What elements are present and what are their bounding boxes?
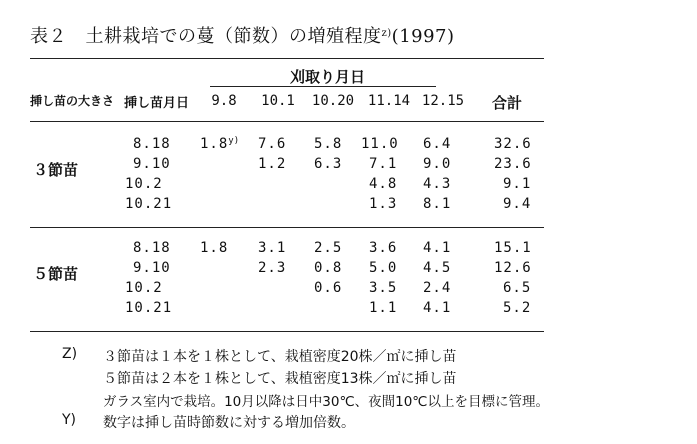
- title-text: 表２ 土耕栽培での蔓（節数）の増殖程度: [30, 26, 382, 47]
- total-cell: 15.1: [494, 240, 532, 256]
- value-cell: 1.3: [369, 196, 398, 212]
- cut-date-header: 10.20: [311, 93, 355, 109]
- value-cell: 1.8: [200, 240, 229, 256]
- planting-date: 10.21: [125, 196, 173, 212]
- total-cell: 9.4: [503, 196, 532, 212]
- planting-date: 9.10: [133, 156, 171, 172]
- value-cell: 6.4: [423, 136, 452, 152]
- total-cell: 6.5: [503, 280, 532, 296]
- table-row: [0, 196, 697, 214]
- value-cell: 4.5: [423, 260, 452, 276]
- value-cell: 4.1: [423, 240, 452, 256]
- table-row: [0, 260, 697, 278]
- value-cell: 1.8$^{y)}$: [200, 136, 240, 152]
- table-row: [0, 156, 697, 174]
- footnote-marker: y): [228, 136, 240, 146]
- group-label: ５節苗: [33, 265, 79, 283]
- planting-date: 10.2: [125, 280, 163, 296]
- planting-date: 10.21: [125, 300, 173, 316]
- footnote-z-line: ガラス室内で栽培。10月以降は日中30℃、夜間10℃以上を目標に管理。: [103, 394, 549, 410]
- total-cell: 9.1: [503, 176, 532, 192]
- value-cell: 0.8: [314, 260, 343, 276]
- value-cell: 3.5: [369, 280, 398, 296]
- total-column-header: 合計: [492, 94, 523, 112]
- table-row: [0, 280, 697, 298]
- value-cell: 1.2: [258, 156, 287, 172]
- planting-date: 9.10: [133, 260, 171, 276]
- title-footnote-marker: z): [381, 28, 392, 39]
- header-rule: [30, 121, 544, 122]
- total-cell: 12.6: [494, 260, 532, 276]
- value-cell: 5.0: [369, 260, 398, 276]
- title-year: (1997): [391, 26, 455, 47]
- table-row: [0, 300, 697, 318]
- total-cell: 32.6: [494, 136, 532, 152]
- table-title: [30, 22, 455, 48]
- value-cell: 11.0: [361, 136, 399, 152]
- cut-date-group-header: 刈取り月日: [290, 68, 366, 86]
- value-cell: 3.6: [369, 240, 398, 256]
- table-row: [0, 136, 697, 154]
- value-cell: 8.1: [423, 196, 452, 212]
- value-cell: 2.3: [258, 260, 287, 276]
- table-row: [0, 176, 697, 194]
- footnote-z-line: ３節苗は１本を１株として、栽植密度20株／㎡に挿し苗: [103, 349, 457, 365]
- total-cell: 23.6: [494, 156, 532, 172]
- footnote-z-marker: Z): [62, 346, 78, 362]
- planting-date: 8.18: [133, 240, 171, 256]
- value-cell: 0.6: [314, 280, 343, 296]
- value-cell: 5.8: [314, 136, 343, 152]
- cut-date-header: 9.8: [211, 93, 237, 109]
- value-cell: 3.1: [258, 240, 287, 256]
- value-cell: 7.6: [258, 136, 287, 152]
- size-column-header: 挿し苗の大きさ: [30, 94, 115, 108]
- value-cell: 6.3: [314, 156, 343, 172]
- footnote-y-marker: Y): [62, 412, 77, 428]
- table-row: [0, 240, 697, 258]
- date-column-header: 挿し苗月日: [124, 96, 190, 111]
- cut-date-underline: [210, 86, 436, 87]
- footnote-z-line: ５節苗は２本を１株として、栽植密度13株／㎡に挿し苗: [103, 371, 457, 387]
- cut-date-header: 11.14: [367, 93, 411, 109]
- footnote-y-line: 数字は挿し苗時節数に対する増加倍数。: [103, 415, 355, 431]
- value-cell: 4.8: [369, 176, 398, 192]
- group-label: ３節苗: [33, 161, 79, 179]
- value-cell: 2.5: [314, 240, 343, 256]
- cut-date-header: 12.15: [421, 93, 465, 109]
- value-cell: 4.1: [423, 300, 452, 316]
- total-cell: 5.2: [503, 300, 532, 316]
- bottom-rule: [30, 331, 544, 332]
- value-cell: 4.3: [423, 176, 452, 192]
- planting-date: 10.2: [125, 176, 163, 192]
- value-cell: 1.1: [369, 300, 398, 316]
- value-cell: 9.0: [423, 156, 452, 172]
- value-cell: 7.1: [369, 156, 398, 172]
- top-rule: [30, 58, 544, 59]
- cut-date-header: 10.1: [261, 93, 295, 109]
- group-divider: [30, 227, 544, 228]
- planting-date: 8.18: [133, 136, 171, 152]
- value-cell: 2.4: [423, 280, 452, 296]
